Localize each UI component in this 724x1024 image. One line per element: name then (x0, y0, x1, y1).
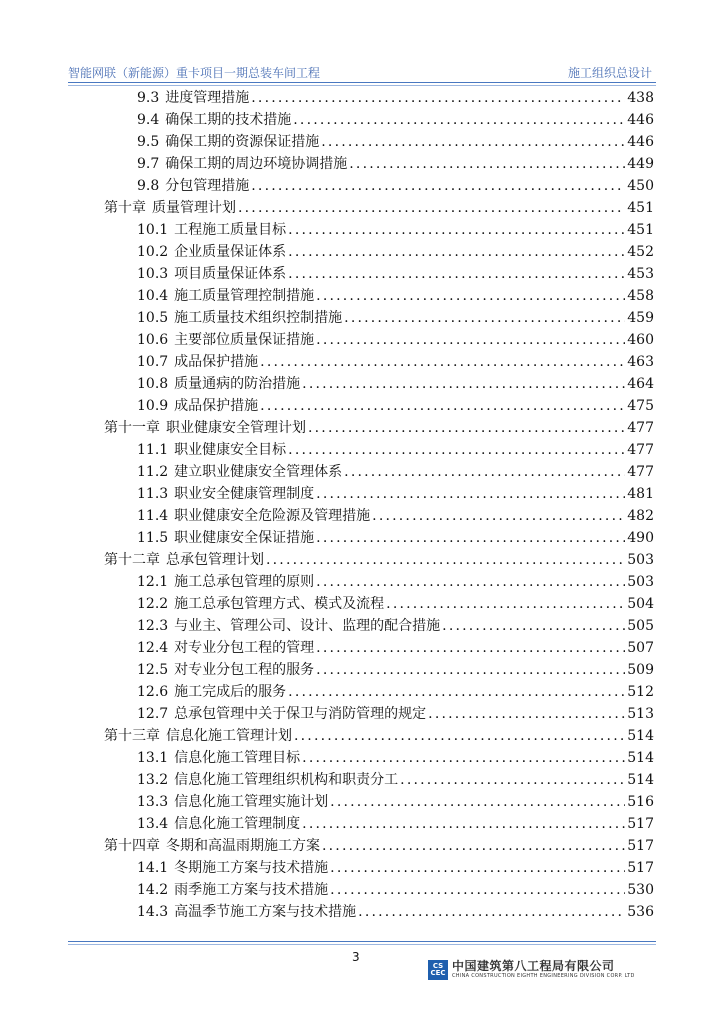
toc-section-entry[interactable] (137, 527, 654, 549)
toc-entry-page: 459 (627, 310, 654, 326)
toc-entry-number: 10.2 (137, 244, 169, 260)
toc-section-entry[interactable] (137, 329, 654, 351)
toc-entry-title: 企业质量保证体系 (174, 244, 287, 260)
toc-entry-title: 施工质量技术组织控制措施 (174, 310, 343, 326)
toc-dot-leader (330, 857, 625, 879)
toc-entry-number: 9.5 (137, 134, 160, 150)
toc-section-entry[interactable] (137, 615, 654, 637)
toc-dot-leader (428, 703, 625, 725)
toc-entry-title: 职业健康安全目标 (174, 442, 287, 458)
toc-entry-page: 453 (627, 266, 654, 282)
toc-section-entry[interactable] (137, 373, 654, 395)
toc-entry-title: 建立职业健康安全管理体系 (174, 464, 343, 480)
toc-chapter-entry[interactable] (104, 549, 654, 571)
toc-dot-leader (288, 439, 625, 461)
toc-entry-page: 507 (627, 640, 654, 656)
toc-dot-leader (316, 659, 625, 681)
toc-entry-number: 第十一章 (104, 420, 160, 436)
toc-dot-leader (316, 527, 625, 549)
toc-dot-leader (316, 285, 625, 307)
toc-entry-page: 514 (627, 772, 654, 788)
toc-entry-page: 517 (627, 860, 654, 876)
toc-entry-title: 施工完成后的服务 (174, 684, 287, 700)
toc-chapter-entry[interactable] (104, 835, 654, 857)
toc-section-entry[interactable] (137, 461, 654, 483)
toc-entry-number: 11.5 (137, 530, 169, 546)
toc-section-entry[interactable] (137, 637, 654, 659)
toc-dot-leader (288, 219, 625, 241)
toc-entry-number: 12.1 (137, 574, 169, 590)
toc-entry-page: 477 (627, 442, 654, 458)
toc-entry-number: 11.2 (137, 464, 169, 480)
toc-chapter-entry[interactable] (104, 417, 654, 439)
toc-entry-number: 11.4 (137, 508, 169, 524)
toc-entry-number: 9.7 (137, 156, 160, 172)
toc-section-entry[interactable] (137, 483, 654, 505)
toc-entry-number: 10.1 (137, 222, 169, 238)
toc-entry-page: 514 (627, 750, 654, 766)
toc-dot-leader (400, 769, 625, 791)
toc-entry-page: 449 (627, 156, 654, 172)
toc-entry-number: 11.1 (137, 442, 169, 458)
toc-dot-leader (302, 813, 625, 835)
toc-entry-page: 517 (627, 838, 654, 854)
toc-entry-number: 12.6 (137, 684, 169, 700)
toc-entry-page: 504 (627, 596, 654, 612)
toc-entry-title: 成品保护措施 (174, 354, 259, 370)
toc-dot-leader (344, 307, 625, 329)
toc-entry-number: 10.9 (137, 398, 169, 414)
toc-section-entry[interactable] (137, 131, 654, 153)
toc-entry-number: 第十三章 (104, 728, 160, 744)
toc-entry-title: 进度管理措施 (165, 90, 250, 106)
toc-entry-title: 职业健康安全保证措施 (174, 530, 315, 546)
toc-section-entry[interactable] (137, 747, 654, 769)
toc-entry-title: 信息化施工管理目标 (174, 750, 301, 766)
toc-dot-leader (316, 329, 625, 351)
toc-section-entry[interactable] (137, 879, 654, 901)
toc-dot-leader (251, 175, 625, 197)
toc-dot-leader (349, 153, 625, 175)
toc-entry-number: 9.8 (137, 178, 160, 194)
toc-dot-leader (288, 681, 625, 703)
toc-chapter-entry[interactable] (104, 725, 654, 747)
company-name-cn: 中国建筑第八工程局有限公司 (452, 959, 615, 973)
toc-entry-title: 项目质量保证体系 (174, 266, 287, 282)
toc-dot-leader (322, 835, 625, 857)
toc-dot-leader (316, 483, 625, 505)
page-number: 3 (352, 950, 360, 964)
toc-entry-number: 第十四章 (104, 838, 160, 854)
toc-section-entry[interactable] (137, 395, 654, 417)
toc-dot-leader (330, 791, 625, 813)
toc-entry-number: 13.2 (137, 772, 169, 788)
company-name-en: CHINA CONSTRUCTION EIGHTH ENGINEERING DIVISION CORP. LTD (452, 973, 635, 979)
toc-entry-page: 512 (627, 684, 654, 700)
toc-dot-leader (238, 197, 625, 219)
toc-dot-leader (330, 879, 625, 901)
toc-entry-page: 477 (627, 420, 654, 436)
toc-entry-number: 13.3 (137, 794, 169, 810)
toc-entry-number: 11.3 (137, 486, 169, 502)
toc-entry-title: 总承包管理计划 (166, 552, 264, 568)
toc-entry-number: 12.2 (137, 596, 169, 612)
toc-entry-title: 信息化施工管理组织机构和职责分工 (174, 772, 399, 788)
toc-section-entry[interactable] (137, 87, 654, 109)
toc-section-entry[interactable] (137, 219, 654, 241)
toc-section-entry[interactable] (137, 813, 654, 835)
toc-entry-number: 第十章 (104, 200, 146, 216)
toc-chapter-entry[interactable] (104, 197, 654, 219)
footer-divider-secondary (68, 944, 656, 945)
toc-entry-title: 施工总承包管理方式、模式及流程 (174, 596, 385, 612)
toc-entry-number: 10.7 (137, 354, 169, 370)
toc-entry-page: 516 (627, 794, 654, 810)
toc-entry-title: 质量通病的防治措施 (174, 376, 301, 392)
toc-entry-number: 14.3 (137, 904, 169, 920)
toc-dot-leader (358, 901, 625, 923)
company-logo (428, 960, 635, 980)
toc-section-entry[interactable] (137, 109, 654, 131)
toc-entry-number: 9.4 (137, 112, 160, 128)
toc-dot-leader (288, 263, 625, 285)
toc-entry-page: 475 (627, 398, 654, 414)
toc-entry-page: 464 (627, 376, 654, 392)
toc-entry-page: 503 (627, 574, 654, 590)
toc-entry-page: 438 (627, 90, 654, 106)
toc-dot-leader (288, 241, 625, 263)
toc-entry-title: 职业健康安全危险源及管理措施 (174, 508, 371, 524)
toc-entry-page: 514 (627, 728, 654, 744)
toc-section-entry[interactable] (137, 505, 654, 527)
toc-entry-title: 确保工期的周边环境协调措施 (165, 156, 348, 172)
toc-dot-leader (321, 131, 625, 153)
toc-entry-title: 信息化施工管理制度 (174, 816, 301, 832)
toc-entry-title: 信息化施工管理实施计划 (174, 794, 329, 810)
toc-entry-number: 12.5 (137, 662, 169, 678)
toc-entry-number: 10.3 (137, 266, 169, 282)
toc-entry-number: 10.5 (137, 310, 169, 326)
toc-entry-title: 施工总承包管理的原则 (174, 574, 315, 590)
toc-entry-number: 10.8 (137, 376, 169, 392)
toc-entry-title: 分包管理措施 (165, 178, 250, 194)
toc-entry-number: 14.2 (137, 882, 169, 898)
toc-section-entry[interactable] (137, 571, 654, 593)
toc-section-entry[interactable] (137, 659, 654, 681)
header-divider (68, 82, 656, 83)
toc-entry-page: 505 (627, 618, 654, 634)
toc-entry-page: 481 (627, 486, 654, 502)
toc-entry-page: 450 (627, 178, 654, 194)
toc-entry-title: 施工质量管理控制措施 (174, 288, 315, 304)
toc-entry-title: 冬期施工方案与技术措施 (174, 860, 329, 876)
toc-entry-title: 雨季施工方案与技术措施 (174, 882, 329, 898)
toc-entry-number: 12.3 (137, 618, 169, 634)
toc-section-entry[interactable] (137, 857, 654, 879)
toc-section-entry[interactable] (137, 703, 654, 725)
toc-dot-leader (294, 725, 625, 747)
toc-entry-page: 446 (627, 112, 654, 128)
toc-entry-page: 463 (627, 354, 654, 370)
toc-entry-number: 9.3 (137, 90, 160, 106)
toc-section-entry[interactable] (137, 285, 654, 307)
toc-entry-title: 职业安全健康管理制度 (174, 486, 315, 502)
toc-dot-leader (372, 505, 625, 527)
toc-entry-page: 458 (627, 288, 654, 304)
toc-entry-number: 13.1 (137, 750, 169, 766)
toc-dot-leader (316, 571, 625, 593)
toc-entry-title: 主要部位质量保证措施 (174, 332, 315, 348)
toc-entry-number: 10.6 (137, 332, 169, 348)
toc-entry-page: 490 (627, 530, 654, 546)
toc-entry-title: 总承包管理中关于保卫与消防管理的规定 (174, 706, 427, 722)
toc-dot-leader (442, 615, 625, 637)
toc-section-entry[interactable] (137, 769, 654, 791)
toc-entry-title: 工程施工质量目标 (174, 222, 287, 238)
cscec-logo-icon: CS CEC (428, 960, 448, 980)
toc-entry-page: 509 (627, 662, 654, 678)
toc-entry-page: 503 (627, 552, 654, 568)
header-project-title: 智能网联（新能源）重卡项目一期总装车间工程 (68, 66, 321, 80)
page-header (68, 62, 656, 80)
toc-section-entry[interactable] (137, 307, 654, 329)
toc-entry-title: 信息化施工管理计划 (166, 728, 292, 744)
toc-entry-number: 13.4 (137, 816, 169, 832)
toc-entry-title: 成品保护措施 (174, 398, 259, 414)
toc-section-entry[interactable] (137, 153, 654, 175)
toc-dot-leader (302, 747, 625, 769)
toc-dot-leader (260, 395, 625, 417)
toc-entry-title: 对专业分包工程的管理 (174, 640, 315, 656)
toc-dot-leader (344, 461, 625, 483)
toc-section-entry[interactable] (137, 241, 654, 263)
toc-entry-page: 446 (627, 134, 654, 150)
toc-entry-page: 482 (627, 508, 654, 524)
toc-dot-leader (251, 87, 625, 109)
toc-section-entry[interactable] (137, 351, 654, 373)
toc-entry-number: 12.7 (137, 706, 169, 722)
toc-entry-page: 460 (627, 332, 654, 348)
toc-entry-page: 517 (627, 816, 654, 832)
toc-entry-title: 职业健康安全管理计划 (166, 420, 306, 436)
toc-entry-page: 513 (627, 706, 654, 722)
toc-section-entry[interactable] (137, 439, 654, 461)
toc-entry-title: 冬期和高温雨期施工方案 (166, 838, 320, 854)
header-document-title: 施工组织总设计 (567, 66, 652, 80)
header-divider-secondary (68, 85, 656, 86)
toc-entry-number: 12.4 (137, 640, 169, 656)
toc-entry-page: 452 (627, 244, 654, 260)
toc-dot-leader (260, 351, 625, 373)
toc-dot-leader (302, 373, 625, 395)
footer-divider (68, 941, 656, 942)
toc-entry-title: 确保工期的技术措施 (165, 112, 292, 128)
toc-entry-number: 第十二章 (104, 552, 160, 568)
toc-entry-page: 536 (627, 904, 654, 920)
toc-entry-page: 451 (627, 222, 654, 238)
toc-entry-number: 10.4 (137, 288, 169, 304)
toc-entry-title: 对专业分包工程的服务 (174, 662, 315, 678)
toc-section-entry[interactable] (137, 263, 654, 285)
toc-section-entry[interactable] (137, 175, 654, 197)
toc-dot-leader (308, 417, 625, 439)
toc-entry-title: 质量管理计划 (152, 200, 236, 216)
toc-entry-page: 477 (627, 464, 654, 480)
toc-section-entry[interactable] (137, 593, 654, 615)
toc-entry-title: 确保工期的资源保证措施 (165, 134, 320, 150)
toc-entry-title: 与业主、管理公司、设计、监理的配合措施 (174, 618, 441, 634)
toc-entry-page: 451 (627, 200, 654, 216)
toc-entry-page: 530 (627, 882, 654, 898)
toc-section-entry[interactable] (137, 791, 654, 813)
toc-entry-title: 高温季节施工方案与技术措施 (174, 904, 357, 920)
toc-dot-leader (386, 593, 625, 615)
toc-dot-leader (266, 549, 625, 571)
toc-entry-number: 14.1 (137, 860, 169, 876)
toc-section-entry[interactable] (137, 681, 654, 703)
toc-dot-leader (316, 637, 625, 659)
toc-dot-leader (293, 109, 625, 131)
toc-section-entry[interactable] (137, 901, 654, 923)
